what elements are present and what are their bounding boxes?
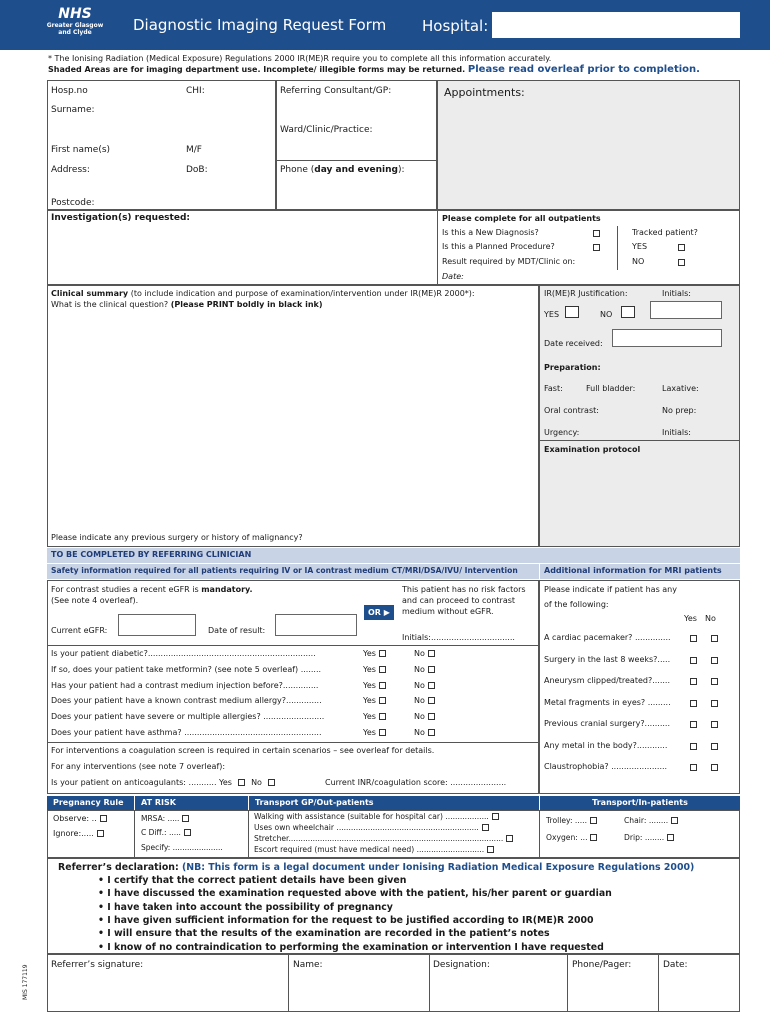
no-label: No [414, 728, 425, 737]
nhs-logo-sub1: Greater Glasgow [46, 22, 104, 29]
hosp-no-label: Hosp.no [51, 86, 88, 96]
clinical-question-b: (Please PRINT boldly in black ink) [170, 300, 323, 309]
yes-checkbox[interactable] [379, 666, 386, 673]
declaration-item: • I know of no contraindication to performing the examination or intervention I have requested [98, 941, 604, 953]
new-diagnosis-checkbox[interactable] [593, 230, 600, 237]
signature-label: Referrer’s signature: [51, 960, 144, 970]
safety-question-text: Is your patient diabetic?.................................................................. [51, 649, 316, 658]
transport-escort-text: Escort required (must have medical need) ............................ [254, 845, 485, 854]
anticoag-label [51, 778, 275, 788]
oxygen-text: Oxygen: ... [546, 833, 588, 842]
intro-line1: * The Ionising Radiation (Medical Exposure) Regulations 2000 IR(ME)R require you to complete all this information accurately. [48, 54, 552, 63]
chair-checkbox[interactable] [671, 817, 678, 824]
transport-escort [254, 845, 494, 855]
transport-wheelchair-checkbox[interactable] [482, 824, 489, 831]
consultant-divider [276, 160, 437, 161]
mri-no-checkbox[interactable] [711, 635, 718, 642]
trolley-text: Trolley: ..... [546, 816, 587, 825]
oxygen-checkbox[interactable] [590, 834, 597, 841]
mri-yes-checkbox[interactable] [690, 743, 697, 750]
no-risk-line1: This patient has no risk factors [402, 585, 526, 594]
transport-wheelchair-text: Uses own wheelchair ........................................................... [254, 823, 479, 832]
form-code: MIS 177119 [22, 964, 29, 1000]
chair-label [624, 816, 678, 826]
safety-question-text: If so, does your patient take metformin? (see note 5 overleaf) ........ [51, 664, 322, 674]
mrsa-text: MRSA: ..... [141, 814, 180, 823]
no-label: No [414, 680, 425, 690]
sig-divider-2 [429, 954, 430, 1012]
planned-checkbox[interactable] [593, 244, 600, 251]
drip-checkbox[interactable] [667, 834, 674, 841]
tracked-divider [617, 226, 618, 270]
justification-label: IR(ME)R Justification: [544, 289, 628, 298]
urgency-label: Urgency: [544, 428, 580, 437]
outpatients-title: Please complete for all outpatients [442, 214, 601, 223]
observe-text: Observe: .. [53, 814, 97, 823]
safety-question-yes [363, 696, 386, 706]
current-egfr-field[interactable] [118, 614, 196, 636]
transport-walking [254, 812, 499, 822]
name-label: Name: [293, 960, 323, 970]
yes-checkbox[interactable] [379, 682, 386, 689]
mri-no-checkbox[interactable] [711, 764, 718, 771]
new-diagnosis-label [442, 228, 539, 238]
mri-item-label: Surgery in the last 8 weeks?..... [544, 654, 671, 664]
mri-no-checkbox[interactable] [711, 700, 718, 707]
planned-label: Is this a Planned Procedure? [442, 242, 555, 251]
phone-label-a: Phone ( [280, 165, 315, 175]
mri-yes-checkbox[interactable] [690, 764, 697, 771]
transport-divider-1 [134, 810, 135, 858]
mri-item-row [544, 676, 670, 686]
anticoag-no-text: No [251, 778, 262, 787]
or-arrow-icon: ▶ [380, 608, 390, 617]
ward-label: Ward/Clinic/Practice: [280, 125, 373, 135]
safety-question-row [51, 696, 322, 706]
postcode-label: Postcode: [51, 198, 95, 208]
appointments-box [437, 80, 740, 210]
yes-label: Yes [363, 728, 376, 737]
mri-info-bar: Additional information for MRI patients [540, 564, 740, 579]
address-label: Address: [51, 165, 90, 175]
phone-label-b: day and evening [314, 165, 398, 175]
date-received-label: Date received: [544, 339, 603, 348]
egfr-label [51, 585, 253, 595]
clinical-summary-bold: Clinical summary [51, 289, 129, 298]
no-label: No [414, 696, 425, 706]
mri-item-label: Claustrophobia? ...................... [544, 762, 668, 771]
mri-no-checkbox[interactable] [711, 743, 718, 750]
safety-question-no [414, 649, 435, 659]
safety-question-yes [363, 712, 386, 722]
mri-item-label: Any metal in the body?............ [544, 740, 668, 750]
safety-question-no [414, 712, 435, 722]
egfr-text-a: For contrast studies a recent eGFR is [51, 585, 202, 594]
preparation-label: Preparation: [544, 363, 601, 372]
mri-item-label: Metal fragments in eyes? ......... [544, 697, 671, 707]
phone-pager-label: Phone/Pager: [572, 960, 632, 970]
yes-checkbox[interactable] [379, 729, 386, 736]
tracked-yes-label: YES [632, 242, 648, 251]
tracked-no-checkbox[interactable] [678, 259, 685, 266]
anticoag-no-checkbox[interactable] [268, 779, 275, 786]
outpatients-divider [437, 210, 438, 285]
surname-label: Surname: [51, 105, 95, 115]
declaration-item: • I certify that the correct patient details have been given [98, 875, 407, 886]
form-title: Diagnostic Imaging Request Form [133, 16, 387, 34]
yes-label: Yes [363, 649, 376, 658]
dob-label: DoB: [186, 165, 208, 175]
date-received-field[interactable] [612, 329, 722, 347]
ignore-checkbox[interactable] [97, 830, 104, 837]
appointments-label: Appointments: [444, 86, 525, 99]
mri-item-row [544, 698, 671, 708]
ignore-text: Ignore:..... [53, 829, 94, 838]
declaration-title-b: (NB: This form is a legal document under Ionising Radiation Medical Exposure Regulations 2000) [181, 862, 695, 873]
trolley-label [546, 816, 597, 826]
mri-no-checkbox[interactable] [711, 721, 718, 728]
sig-date-label: Date: [663, 960, 688, 970]
declaration-title-a: Referrer’s declaration: [58, 862, 182, 873]
sig-divider-1 [288, 954, 289, 1012]
clinical-question-a: What is the clinical question? [51, 300, 171, 309]
yes-checkbox[interactable] [379, 697, 386, 704]
current-egfr-label: Current eGFR: [51, 626, 108, 635]
full-bladder-label: Full bladder: [586, 384, 636, 393]
mri-yes-header: Yes [684, 614, 697, 623]
safety-info-bar: Safety information required for all patients requiring IV or IA contrast medium CT/MRI/DSA/IVU/ Intervention [47, 564, 539, 579]
egfr-text-b: mandatory. [201, 585, 253, 594]
safety-question-text: Has your patient had a contrast medium injection before?.............. [51, 680, 319, 690]
safety-question-no [414, 681, 435, 691]
safety-question-yes [363, 649, 386, 659]
observe-checkbox[interactable] [100, 815, 107, 822]
mf-label: M/F [186, 145, 202, 155]
chair-text: Chair: ........ [624, 816, 669, 825]
no-checkbox[interactable] [428, 650, 435, 657]
consultant-label: Referring Consultant/GP: [280, 86, 392, 96]
specify-label: Specify: ..................... [141, 843, 223, 852]
cdiff-checkbox[interactable] [184, 829, 191, 836]
transport-escort-checkbox[interactable] [487, 846, 494, 853]
sig-divider-4 [658, 954, 659, 1012]
no-checkbox[interactable] [428, 697, 435, 704]
exam-protocol-label: Examination protocol [544, 445, 641, 454]
coag-line1: For interventions a coagulation screen is required in certain scenarios – see overleaf for details. [51, 746, 435, 755]
safety-question-row [51, 665, 321, 675]
mri-intro1: Please indicate if patient has any [544, 585, 677, 594]
yes-checkbox[interactable] [379, 650, 386, 657]
result-required-label: Result required by MDT/Clinic on: [442, 257, 576, 266]
new-diagnosis-text: Is this a New Diagnosis? [442, 228, 539, 237]
no-checkbox[interactable] [428, 666, 435, 673]
safety-question-no [414, 728, 435, 738]
safety-question-row [51, 728, 321, 738]
trolley-checkbox[interactable] [590, 817, 597, 824]
no-checkbox[interactable] [428, 713, 435, 720]
declaration-item: • I have discussed the examination requested above with the patient, his/her parent or guardian [98, 888, 612, 900]
nhs-logo-sub2: and Clyde [58, 29, 92, 36]
egfr-initials-label: Initials:................................. [402, 633, 515, 642]
pregnancy-header: Pregnancy Rule [47, 796, 134, 810]
fast-label: Fast: [544, 384, 563, 393]
inr-label: Current INR/coagulation score: ...................... [325, 778, 507, 787]
dept-initials-label: Initials: [662, 289, 691, 298]
drip-text: Drip: ........ [624, 833, 665, 842]
safety-question-text: Does your patient have a known contrast medium allergy?.............. [51, 696, 322, 706]
urgency-initials-label: Initials: [662, 428, 691, 437]
ignore-label [53, 829, 104, 839]
mri-no-checkbox[interactable] [711, 657, 718, 664]
declaration-title [58, 862, 694, 873]
department-box [539, 285, 740, 547]
safety-question-no [414, 696, 435, 706]
clinical-summary-label [51, 289, 475, 299]
questions-divider [47, 742, 539, 743]
anticoag-yes-checkbox[interactable] [238, 779, 245, 786]
signature-box [47, 954, 740, 1012]
egfr-divider [47, 645, 539, 646]
no-risk-line2: and can proceed to contrast [402, 596, 516, 605]
hospital-field[interactable] [492, 12, 740, 38]
justify-yes-checkbox[interactable] [565, 306, 579, 318]
yes-label: Yes [363, 712, 376, 722]
no-prep-label: No prep: [662, 406, 697, 415]
oxygen-label [546, 833, 597, 843]
chi-label: CHI: [186, 86, 205, 96]
laxative-label: Laxative: [662, 384, 699, 393]
referring-clinician-bar: TO BE COMPLETED BY REFERRING CLINICIAN [47, 548, 740, 563]
justify-no-checkbox[interactable] [621, 306, 635, 318]
declaration-item: • I have given sufficient information for the request to be justified according to IR(ME)R 2000 [98, 914, 594, 926]
no-label: No [414, 712, 425, 722]
phone-label-c: ): [397, 165, 405, 175]
clinical-summary-rest: (to include indication and purpose of examination/intervention under IR(ME)R 2000*): [128, 289, 475, 298]
mri-yes-checkbox[interactable] [690, 657, 697, 664]
safety-question-row [51, 681, 318, 691]
drip-label [624, 833, 674, 843]
hospital-label: Hospital: [422, 17, 489, 35]
safety-question-no [414, 665, 435, 675]
safety-question-text: Does your patient have severe or multiple allergies? ........................ [51, 712, 325, 722]
transport-gp-header: Transport GP/Out-patients [249, 796, 539, 810]
justify-yes-label: YES [544, 310, 560, 319]
tracked-yes-checkbox[interactable] [678, 244, 685, 251]
tracked-no-label: NO [632, 257, 645, 266]
transport-walking-text: Walking with assistance (suitable for hospital car) .................. [254, 812, 489, 821]
or-text: OR [368, 608, 381, 617]
transport-walking-checkbox[interactable] [492, 813, 499, 820]
coag-line2: For any interventions (see note 7 overleaf): [51, 762, 226, 771]
egfr-note: (See note 4 overleaf). [51, 596, 139, 605]
date-result-label: Date of result: [208, 626, 266, 635]
at-risk-header: AT RISK [135, 796, 248, 810]
oral-contrast-label: Oral contrast: [544, 406, 599, 415]
intro-emphasis: Please read overleaf prior to completion. [467, 64, 700, 75]
transport-wheelchair [254, 823, 489, 833]
yes-label: Yes [363, 680, 376, 690]
mri-yes-checkbox[interactable] [690, 635, 697, 642]
no-label: No [414, 649, 425, 658]
mri-item-row [544, 633, 671, 643]
dept-initials-field[interactable] [650, 301, 722, 319]
anticoag-text: Is your patient on anticoagulants: ........... Yes [51, 778, 232, 787]
mri-item-row [544, 719, 670, 729]
safety-question-row [51, 712, 324, 722]
mri-yes-checkbox[interactable] [690, 678, 697, 685]
safety-question-yes [363, 665, 386, 675]
declaration-item: • I have taken into account the possibility of pregnancy [98, 901, 393, 913]
mri-item-row [544, 762, 667, 772]
intro-line2-text: Shaded Areas are for imaging department use. Incomplete/ illegible forms may be returned. [48, 65, 466, 74]
mrsa-label [141, 814, 189, 824]
yes-label: Yes [363, 664, 376, 674]
yes-label: Yes [363, 696, 376, 706]
mri-item-label: A cardiac pacemaker? .............. [544, 633, 671, 642]
transport-in-header: Transport/In-patients [540, 796, 740, 810]
previous-surgery-label: Please indicate any previous surgery or history of malignancy? [51, 533, 303, 542]
no-risk-line3: medium without eGFR. [402, 607, 494, 616]
mri-no-checkbox[interactable] [711, 678, 718, 685]
safety-question-yes [363, 681, 386, 691]
or-marker [364, 605, 394, 620]
clinical-question-label [51, 300, 323, 310]
transport-stretcher [254, 834, 513, 844]
declaration-item: • I will ensure that the results of the examination are recorded in the patient’s notes [98, 928, 550, 940]
transport-stretcher-text: Stretcher......................................................................................... [254, 834, 504, 843]
mrsa-checkbox[interactable] [182, 815, 189, 822]
nhs-logo [45, 6, 105, 46]
mri-item-label: Previous cranial surgery?.......... [544, 719, 670, 728]
designation-label: Designation: [433, 960, 490, 970]
safety-question-yes [363, 728, 386, 738]
mri-item-label: Aneurysm clipped/treated?....... [544, 676, 671, 685]
safety-question-row [51, 649, 316, 659]
mri-item-row [544, 741, 667, 751]
safety-question-text: Does your patient have asthma? ...................................................... [51, 728, 322, 737]
mri-no-header: No [705, 614, 716, 623]
nhs-logo-text: NHS [58, 6, 92, 22]
transport-divider-3 [539, 810, 540, 858]
no-label: No [414, 664, 425, 674]
mri-yes-checkbox[interactable] [690, 721, 697, 728]
phone-label [280, 165, 405, 176]
transport-stretcher-checkbox[interactable] [506, 835, 513, 842]
no-checkbox[interactable] [428, 682, 435, 689]
yes-checkbox[interactable] [379, 713, 386, 720]
mri-yes-checkbox[interactable] [690, 700, 697, 707]
date-label: Date: [442, 272, 464, 281]
sig-divider-3 [567, 954, 568, 1012]
justify-no-label: NO [600, 310, 613, 319]
intro-line2 [48, 65, 700, 75]
tracked-label: Tracked patient? [632, 228, 698, 237]
observe-label [53, 814, 107, 824]
consultant-box [276, 80, 437, 210]
first-names-label: First name(s) [51, 145, 111, 155]
no-checkbox[interactable] [428, 729, 435, 736]
mri-intro2: of the following: [544, 600, 609, 609]
cdiff-text: C Diff.: ..... [141, 828, 181, 837]
investigation-label: Investigation(s) requested: [51, 213, 190, 223]
date-result-field[interactable] [275, 614, 357, 636]
mri-item-row [544, 655, 670, 665]
clinical-summary-box [47, 285, 539, 547]
transport-divider-2 [248, 810, 249, 858]
cdiff-label [141, 828, 191, 838]
exam-protocol-divider [539, 440, 740, 441]
